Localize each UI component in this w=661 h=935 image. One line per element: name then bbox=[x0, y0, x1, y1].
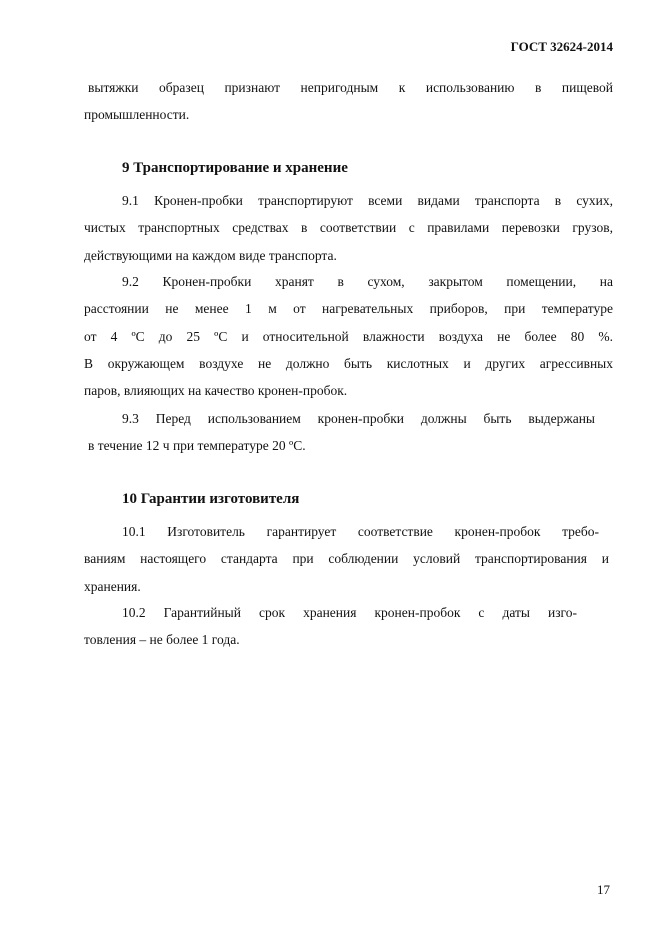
text-line: 10.1 Изготовитель гарантирует соответствие кронен-пробок требо- bbox=[122, 524, 599, 539]
paragraph-10-2 bbox=[84, 599, 613, 654]
paragraph-10-1 bbox=[84, 518, 613, 600]
text-line: ваниям настоящего стандарта при соблюдении условий транспортирования и bbox=[84, 551, 609, 567]
text-line: промышленности. bbox=[84, 107, 190, 123]
section-10-heading: 10 Гарантии изготовителя bbox=[122, 491, 300, 507]
paragraph-9-2 bbox=[84, 268, 613, 404]
page-number: 17 bbox=[597, 882, 610, 897]
text-line: 10.2 Гарантийный срок хранения кронен-пробок с даты изго- bbox=[122, 605, 577, 620]
document-header: ГОСТ 32624-2014 bbox=[510, 39, 613, 54]
continuation-paragraph bbox=[84, 74, 613, 129]
text-line: 9.1 Кронен-пробки транспортируют всеми видами транспорта в сухих, bbox=[122, 193, 613, 208]
text-line: расстоянии не менее 1 м от нагревательных приборов, при температуре bbox=[84, 301, 613, 317]
text-line: товления – не более 1 года. bbox=[84, 632, 240, 648]
text-line: хранения. bbox=[84, 578, 141, 594]
paragraph-9-3 bbox=[84, 405, 613, 460]
text-line: паров, влияющих на качество кронен-пробок. bbox=[84, 383, 348, 399]
paragraph-9-1 bbox=[84, 187, 613, 269]
text-line: действующими на каждом виде транспорта. bbox=[84, 247, 337, 263]
text-line: чистых транспортных средствах в соответствии с правилами перевозки грузов, bbox=[84, 220, 613, 236]
text-line: в течение 12 ч при температуре 20 ºС. bbox=[88, 438, 306, 454]
text-line: 9.3 Перед использованием кронен-пробки должны быть выдержаны bbox=[122, 411, 595, 426]
text-line: 9.2 Кронен-пробки хранят в сухом, закрытом помещении, на bbox=[122, 274, 613, 289]
text-line: В окружающем воздухе не должно быть кислотных и других агрессивных bbox=[84, 355, 613, 371]
section-9-heading: 9 Транспортирование и хранение bbox=[122, 160, 348, 176]
text-line: вытяжки образец признают непригодным к использованию в пищевой bbox=[88, 80, 613, 95]
text-line: от 4 ºС до 25 ºС и относительной влажности воздуха не более 80 %. bbox=[84, 328, 613, 344]
